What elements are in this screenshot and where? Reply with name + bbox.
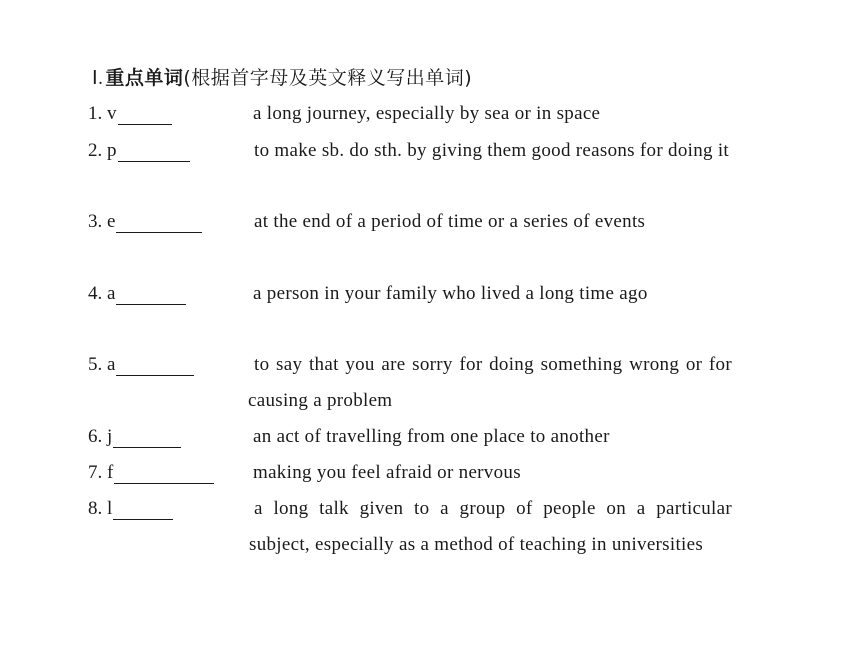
answer-blank[interactable] bbox=[118, 100, 172, 125]
answer-blank[interactable] bbox=[116, 351, 194, 376]
item-definition: making you feel afraid or nervous bbox=[253, 462, 521, 483]
item-definition: to say that you are sorry for doing something wrong or for causing a problem bbox=[248, 354, 732, 411]
item-prefix: 6. j bbox=[88, 419, 181, 455]
answer-blank[interactable] bbox=[113, 495, 173, 520]
item-prefix: 1. v bbox=[88, 96, 172, 132]
answer-blank[interactable] bbox=[116, 280, 186, 305]
item-definition: a long talk given to a group of people on a particular subject, especially as a method of teaching in universities bbox=[249, 498, 732, 555]
item-prefix: 3. e bbox=[88, 204, 202, 240]
item-prefix: 8. l bbox=[88, 491, 173, 527]
item-prefix: 7. f bbox=[88, 455, 214, 491]
section-instruction: (根据首字母及英文释义写出单词) bbox=[183, 67, 473, 89]
item-definition: a person in your family who lived a long time ago bbox=[253, 283, 648, 304]
section-title: 重点单词 bbox=[105, 67, 184, 89]
item-definition: at the end of a period of time or a series of events bbox=[254, 211, 646, 232]
item-definition: a long journey, especially by sea or in space bbox=[253, 103, 601, 124]
section-number: Ⅰ. bbox=[92, 68, 104, 89]
answer-blank[interactable] bbox=[118, 137, 190, 162]
item-prefix: 4. a bbox=[88, 276, 186, 312]
item-prefix: 5. a bbox=[88, 347, 194, 383]
answer-blank[interactable] bbox=[116, 208, 202, 233]
item-definition: to make sb. do sth. by giving them good reasons for doing it bbox=[254, 140, 730, 161]
answer-blank[interactable] bbox=[113, 423, 181, 448]
item-prefix: 2. p bbox=[88, 133, 190, 169]
answer-blank[interactable] bbox=[114, 459, 214, 484]
item-definition: an act of travelling from one place to another bbox=[253, 426, 610, 447]
section-heading bbox=[92, 63, 472, 90]
